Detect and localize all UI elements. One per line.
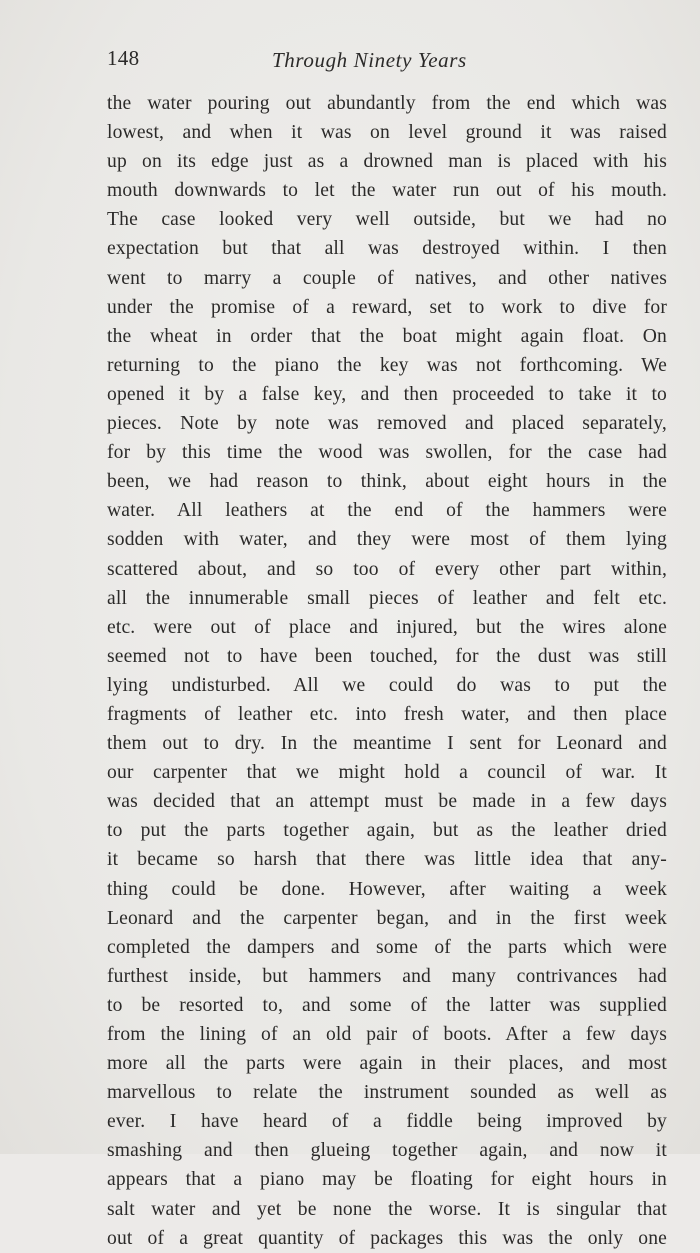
text-line: the wheat in order that the boat might again float. On xyxy=(107,325,667,347)
text-line: to be resorted to, and some of the latter was supplied xyxy=(107,994,667,1016)
text-line: been, we had reason to think, about eight hours in the xyxy=(107,471,667,493)
text-line: for by this time the wood was swollen, for the case had xyxy=(107,442,667,464)
text-line: mouth downwards to let the water run out of his mouth. xyxy=(107,180,667,202)
text-line: from the lining of an old pair of boots. After a few days xyxy=(107,1024,667,1045)
text-line: under the promise of a reward, set to work to dive for xyxy=(107,296,667,318)
text-line: it became so harsh that there was little idea that any- xyxy=(107,849,667,871)
text-line: lowest, and when it was on level ground it was raised xyxy=(107,122,667,144)
text-line: scattered about, and so too of every other part within, xyxy=(107,558,667,580)
text-line: them out to dry. In the meantime I sent for Leonard and xyxy=(107,733,667,755)
text-line: etc. were out of place and injured, but the wires alone xyxy=(107,616,667,638)
page-header xyxy=(107,46,667,80)
text-line: water. All leathers at the end of the hammers were xyxy=(107,500,667,522)
text-line: all the innumerable small pieces of leather and felt etc. xyxy=(107,587,667,609)
text-line: out of a great quantity of packages this was the only one xyxy=(107,1227,667,1249)
text-line: lying undisturbed. All we could do was to put the xyxy=(107,674,667,696)
text-line: up on its edge just as a drowned man is placed with his xyxy=(107,151,667,173)
text-line: sodden with water, and they were most of them lying xyxy=(107,529,667,551)
body-text xyxy=(107,89,667,1253)
text-line: completed the dampers and some of the parts which were xyxy=(107,936,667,958)
text-line: Leonard and the carpenter began, and in the first week xyxy=(107,907,667,929)
text-line: to put the parts together again, but as the leather dried xyxy=(107,820,667,842)
text-line: salt water and yet be none the worse. It is singular that xyxy=(107,1198,667,1220)
text-line: smashing and then glueing together again, and now it xyxy=(107,1140,667,1162)
text-line: expectation but that all was destroyed within. I then xyxy=(107,238,667,260)
text-line: The case looked very well outside, but we had no xyxy=(107,209,667,231)
text-line: more all the parts were again in their places, and most xyxy=(107,1053,667,1075)
text-line: the water pouring out abundantly from the end which was xyxy=(107,93,667,114)
text-line: furthest inside, but hammers and many contrivances had xyxy=(107,965,667,987)
text-line: thing could be done. However, after waiting a week xyxy=(107,878,667,900)
page-number: 148 xyxy=(107,46,140,70)
text-line: marvellous to relate the instrument sounded as well as xyxy=(107,1082,667,1104)
text-line: went to marry a couple of natives, and other natives xyxy=(107,267,667,289)
text-line: appears that a piano may be floating for eight hours in xyxy=(107,1169,667,1191)
text-line: pieces. Note by note was removed and placed separately, xyxy=(107,413,667,435)
text-line: returning to the piano the key was not forthcoming. We xyxy=(107,354,667,376)
text-line: opened it by a false key, and then proceeded to take it to xyxy=(107,383,667,405)
text-line: ever. I have heard of a fiddle being improved by xyxy=(107,1111,667,1133)
running-title: Through Ninety Years xyxy=(272,48,467,72)
text-line: seemed not to have been touched, for the dust was still xyxy=(107,645,667,667)
text-line: fragments of leather etc. into fresh water, and then place xyxy=(107,703,667,725)
text-line: was decided that an attempt must be made in a few days xyxy=(107,791,667,813)
text-line: our carpenter that we might hold a council of war. It xyxy=(107,762,667,784)
